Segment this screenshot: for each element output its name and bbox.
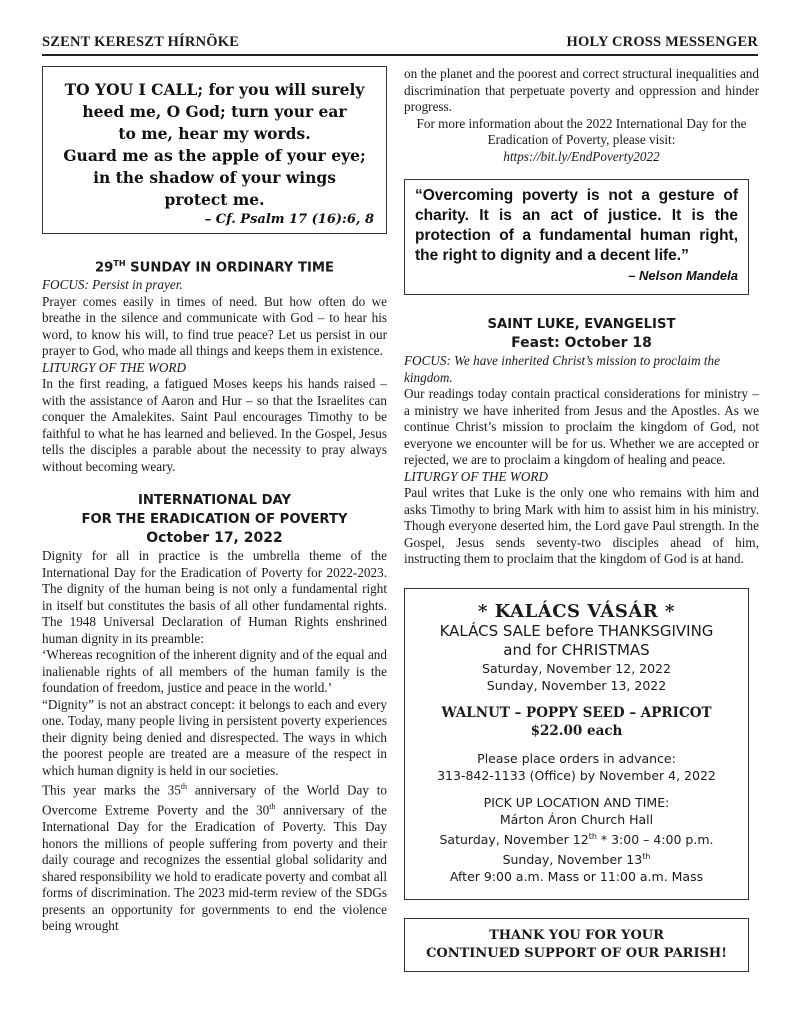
luke-title: SAINT LUKE, EVANGELIST: [487, 317, 676, 332]
kalacs-sun-a: Sunday, November 13: [502, 851, 643, 867]
sunday-title: [42, 254, 387, 277]
luke-paragraph-1: Our readings today contain practical considerations for ministry – a ministry we have inherited from Jesus and the Apostles. As we continue Christ’s mission to proclaim the kingdom of God, not everyone we encounter will be for us. Whether we are accepted or rejected, we are to proclaim a kingdom of healing and peace.: [404, 386, 759, 467]
kalacs-date-1: Saturday, November 12, 2022: [482, 660, 671, 676]
left-column: [42, 66, 387, 935]
psalm-line: heed me, O God; turn your ear: [82, 102, 347, 121]
poverty-title-1: INTERNATIONAL DAY: [137, 493, 292, 509]
psalm-line: Guard me as the apple of your eye;: [63, 146, 366, 165]
sunday-liturgy-heading: LITURGY OF THE WORD: [42, 359, 186, 375]
psalm-line: protect me.: [164, 190, 265, 209]
header-hungarian-title: SZENT KERESZT HÍRNÖKE: [42, 34, 240, 50]
kalacs-sale-box: [404, 588, 749, 900]
sunday-focus: FOCUS: Persist in prayer.: [42, 277, 183, 293]
sunday-title-number: 29: [95, 260, 114, 276]
poverty-p3-sup-1: th: [180, 782, 188, 792]
kalacs-price: $22.00 each: [530, 722, 623, 739]
psalm-box: [42, 66, 387, 234]
kalacs-flavors: WALNUT – POPPY SEED – APRICOT: [441, 704, 712, 721]
kalacs-order-phone: 313-842-1133 (Office) by November 4, 2022: [437, 767, 716, 783]
luke-feast: Feast: October 18: [511, 335, 652, 351]
sunday-paragraph-2: In the first reading, a fatigued Moses keeps his hands raised – with the assistance of Aaron and Hur – so that the Israelites can conquer the Amalekites. Saint Paul encourages Timothy to be faithful to what he has learned and believed. In the Gospel, Jesus tells the disciples a parable about the necessity to pray always without becoming weary.: [42, 376, 387, 474]
thank-you-line-2: CONTINUED SUPPORT OF OUR PARISH!: [426, 945, 727, 961]
sunday-paragraph-1: Prayer comes easily in times of need. But how often do we breathe in the silence and communicate with God – to hear his word, to know his will, to find true peace? Let us persist in our prayer to God, who made all things and keeps them in existence.: [42, 293, 387, 359]
psalm-citation: – Cf. Psalm 17 (16):6, 8: [204, 212, 374, 227]
poverty-link[interactable]: https://bit.ly/EndPoverty2022: [503, 148, 660, 164]
thank-you-line-1: THANK YOU FOR YOUR: [489, 927, 664, 943]
kalacs-pickup-saturday: [411, 828, 742, 848]
poverty-p3-part-a: This year marks the 35: [42, 782, 181, 798]
kalacs-date-2: Sunday, November 13, 2022: [486, 677, 667, 693]
mandela-quote-box: [404, 179, 749, 295]
poverty-p3-sup-2: th: [269, 802, 276, 812]
poverty-more-info-text: For more information about the 2022 International Day for the Eradication of Poverty, please visit:: [416, 115, 747, 147]
page-header: [42, 34, 758, 56]
kalacs-title: * KALÁCS VÁSÁR *: [478, 600, 675, 622]
poverty-paragraph-1: Dignity for all in practice is the umbrella theme of the International Day for the Eradication of Poverty for 2022-2023. The dignity of the human being is not only a fundamental right in itself but constitutes the basis of all other fundamental rights. The 1948 Universal Declaration of Human Rights enshrined human dignity in its preamble:: [42, 548, 387, 646]
psalm-line: in the shadow of your wings: [93, 168, 336, 187]
poverty-declaration-quote: ‘Whereas recognition of the inherent dignity and of the equal and inalienable rights of all members of the human family is the foundation of freedom, justice and peace in the world.’: [42, 647, 387, 696]
kalacs-pickup-title: PICK UP LOCATION AND TIME:: [483, 794, 670, 810]
thank-you-box: [404, 918, 749, 972]
luke-liturgy-heading: LITURGY OF THE WORD: [404, 468, 548, 484]
psalm-line: TO YOU I CALL; for you will surely: [64, 80, 365, 99]
sunday-title-text: SUNDAY IN ORDINARY TIME: [125, 260, 334, 276]
poverty-title-2: FOR THE ERADICATION OF POVERTY: [81, 512, 348, 528]
poverty-title-3: October 17, 2022: [146, 530, 283, 547]
kalacs-pickup-sunday: [411, 848, 742, 868]
right-column: [404, 66, 759, 972]
header-english-title: HOLY CROSS MESSENGER: [566, 34, 758, 50]
kalacs-subtitle-1: KALÁCS SALE before THANKSGIVING: [439, 621, 714, 640]
poverty-paragraph-2: “Dignity” is not an abstract concept: it belongs to each and every one. Today, many people living in persistent poverty experiences their dignity being denied and disrespected. The ways in which the poorest people are treated are a measure of the respect in which human dignity is held in our societies.: [42, 696, 387, 778]
kalacs-order-note: Please place orders in advance:: [477, 750, 676, 766]
poverty-more-info: [404, 116, 759, 166]
kalacs-sat-b: * 3:00 – 4:00 p.m.: [596, 831, 714, 847]
kalacs-sat-a: Saturday, November 12: [439, 831, 589, 847]
kalacs-pickup-place: Márton Áron Church Hall: [499, 811, 654, 827]
luke-paragraph-2: Paul writes that Luke is the only one who remains with him and asks Timothy to bring Mark with him to assist him in his ministry. Though everyone deserted him, the Lord gave Paul strength. In the Gospel, Jesus sends seventy-two disciples ahead of him, instructing them to proclaim that the kingdom of God is at hand.: [404, 485, 759, 566]
poverty-p3-part-b: anniversary of the World Day to Overcome Extreme Poverty and the 30: [42, 782, 387, 818]
mandela-attribution: – Nelson Mandela: [628, 268, 738, 283]
sunday-title-sup: TH: [113, 259, 126, 268]
luke-focus: FOCUS: We have inherited Christ’s mission to proclaim the kingdom.: [404, 353, 720, 385]
kalacs-sun-sup: th: [642, 851, 651, 861]
mandela-quote: “Overcoming poverty is not a gesture of charity. It is an act of justice. It is the protection of a fundamental human right, the right to dignity and a decent life.”: [415, 187, 738, 264]
poverty-p3-part-c: anniversary of the International Day for the Eradication of Poverty. This Day honors the millions of people suffering from poverty and their daily courage and recognizes the essential global solidarity and shared responsibility we hold to eradicate poverty and combat all forms of discrimination. The 2023 mid-term review of the SDGs presents an opportunity for governments to end the violence being wrought: [42, 802, 387, 934]
psalm-line: to me, hear my words.: [118, 124, 311, 143]
kalacs-sat-sup: th: [588, 831, 597, 841]
poverty-paragraph-3: [42, 779, 387, 934]
kalacs-pickup-mass: After 9:00 a.m. Mass or 11:00 a.m. Mass: [449, 868, 704, 884]
kalacs-subtitle-2: and for CHRISTMAS: [503, 640, 650, 659]
poverty-paragraph-4: on the planet and the poorest and correct structural inequalities and discrimination that perpetuate poverty and oppression and hinder progress.: [404, 66, 759, 114]
